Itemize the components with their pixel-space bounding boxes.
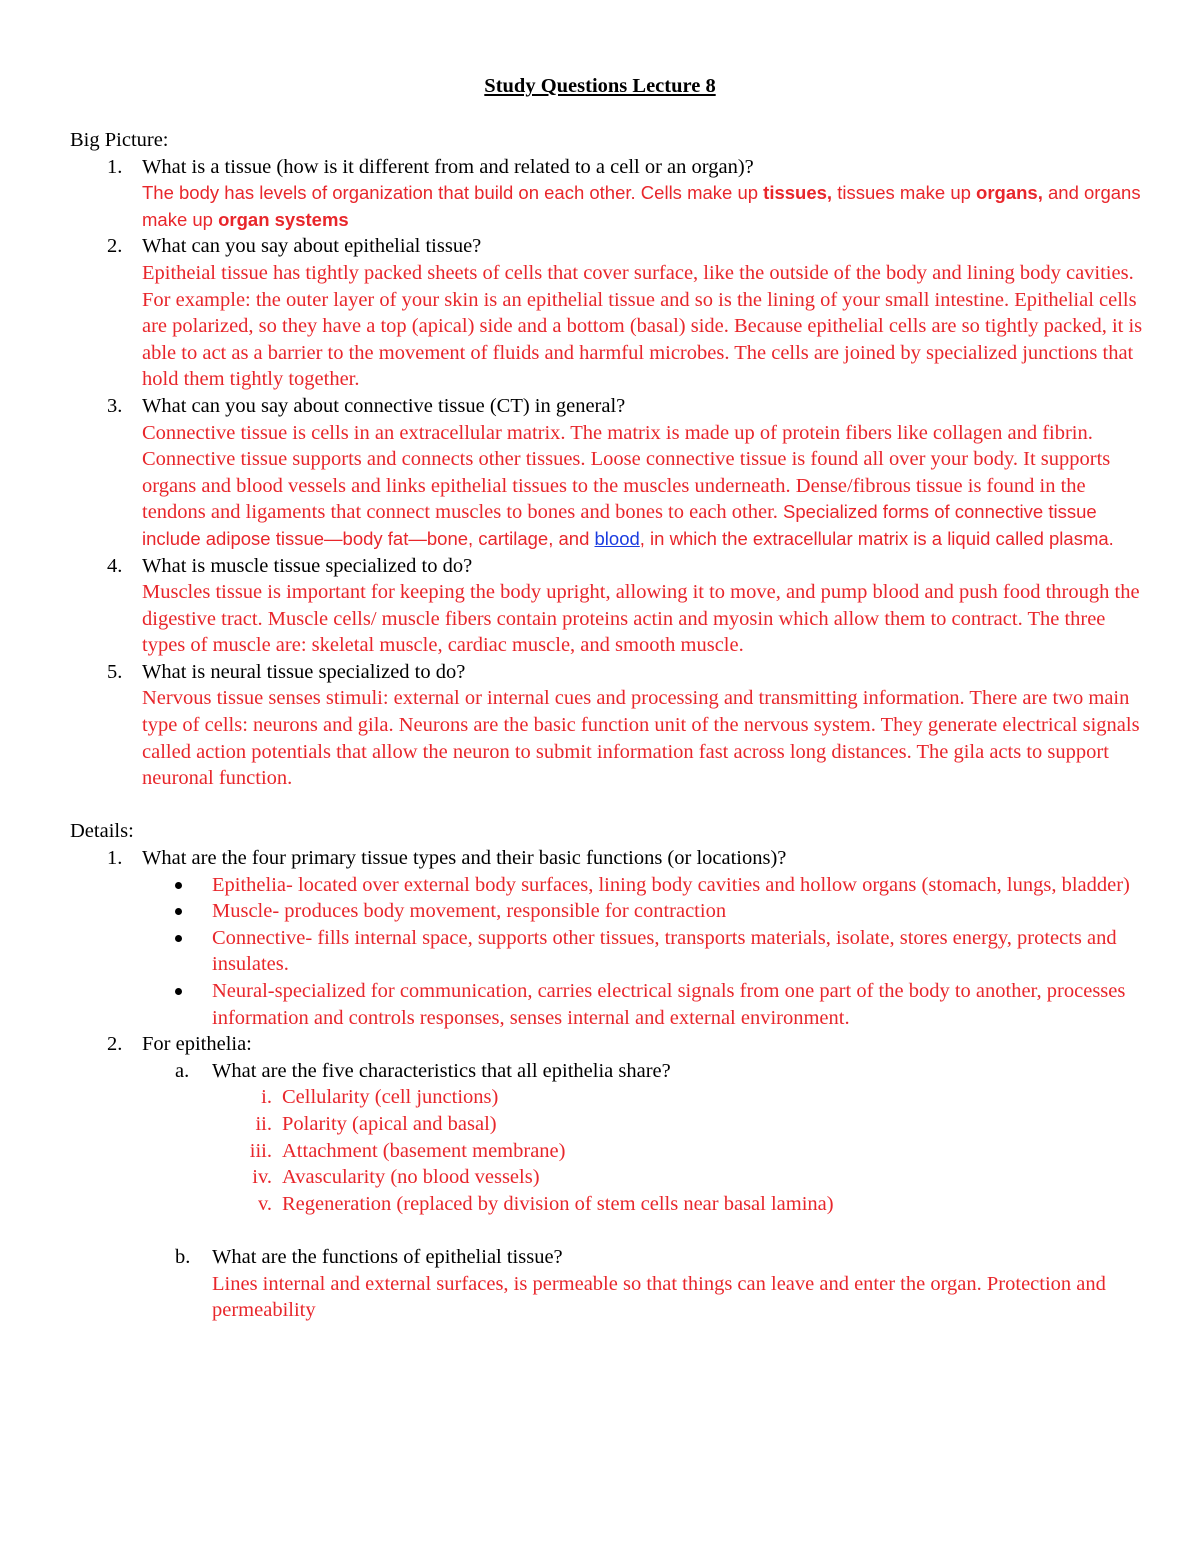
answer-text: Lines internal and external surfaces, is permeable so that things can leave and enter the organ. Protection and permeability bbox=[212, 1272, 1106, 1322]
document-body bbox=[70, 127, 1145, 1324]
sub-question-text: What are the functions of epithelial tissue? bbox=[212, 1245, 563, 1268]
question-item bbox=[70, 659, 1145, 792]
bullet-list bbox=[70, 872, 1145, 1032]
question-number: 5. bbox=[107, 660, 123, 683]
answer-bold-term: tissues, bbox=[763, 182, 833, 204]
bullet-dot-icon bbox=[175, 908, 182, 915]
roman-item bbox=[70, 1191, 1145, 1218]
answer-text bbox=[142, 420, 1145, 553]
spacer bbox=[70, 1217, 1145, 1244]
bullet-text: Neural-specialized for communication, carries electrical signals from one part of the body to another, processes information and controls responses, senses internal and external environment. bbox=[212, 980, 1126, 1029]
roman-label: v. bbox=[257, 1192, 272, 1215]
question-number: 1. bbox=[107, 847, 123, 870]
question-number: 2. bbox=[107, 1033, 123, 1056]
blood-link[interactable]: blood bbox=[594, 527, 640, 549]
sub-question-item bbox=[70, 1058, 1145, 1085]
answer-bold-term: organs, bbox=[976, 182, 1043, 204]
question-item bbox=[70, 845, 1145, 872]
roman-label: iv. bbox=[252, 1166, 272, 1189]
question-text: What is a tissue (how is it different from and related to a cell or an organ)? bbox=[142, 155, 754, 178]
roman-item bbox=[70, 1111, 1145, 1138]
question-number: 3. bbox=[107, 394, 123, 417]
roman-label: ii. bbox=[255, 1112, 272, 1135]
question-text: What can you say about connective tissue (CT) in general? bbox=[142, 394, 626, 417]
sub-question-text: What are the five characteristics that all epithelia share? bbox=[212, 1059, 671, 1082]
sub-question-label: b. bbox=[175, 1245, 191, 1268]
answer-segment: Specialized forms of connective tissue include adipose tissue—body fat—bone, cartilage, and bbox=[142, 501, 1097, 549]
question-item bbox=[70, 233, 1145, 393]
bullet-item bbox=[70, 898, 1145, 925]
answer-segment: tissues make up bbox=[832, 182, 977, 204]
page-title: Study Questions Lecture 8 bbox=[484, 75, 716, 97]
bullet-dot-icon bbox=[175, 935, 182, 942]
roman-text: Attachment (basement membrane) bbox=[282, 1139, 566, 1162]
answer-segment: The body has levels of organization that build on each other. Cells make up bbox=[142, 182, 764, 204]
sub-question-item bbox=[70, 1244, 1145, 1324]
spacer bbox=[70, 792, 1145, 819]
bullet-item bbox=[70, 925, 1145, 978]
roman-text: Avascularity (no blood vessels) bbox=[282, 1166, 540, 1189]
answer-segment: and organs make up bbox=[142, 182, 1141, 230]
bullet-dot-icon bbox=[175, 988, 182, 995]
answer-segment: Connective tissue is cells in an extracellular matrix. The matrix is made up of protein fibers like collagen and fibrin. Connective tissue supports and connects other tissues. Loose connective tissue is found all over your body. It supports organs and blood vessels and links epithelial tissues to the muscles underneath. Dense/fibrous tissue is found in the tendons and ligaments that connect muscles to bones and bones to each other. bbox=[142, 421, 1111, 524]
roman-label: iii. bbox=[249, 1139, 272, 1162]
bullet-item bbox=[70, 872, 1145, 899]
question-number: 2. bbox=[107, 235, 123, 258]
roman-label: i. bbox=[261, 1086, 272, 1109]
roman-text: Cellularity (cell junctions) bbox=[282, 1086, 499, 1109]
question-text: For epithelia: bbox=[142, 1033, 252, 1056]
roman-item bbox=[70, 1138, 1145, 1165]
section-heading-details: Details: bbox=[70, 820, 134, 843]
roman-item bbox=[70, 1164, 1145, 1191]
section-heading-big-picture: Big Picture: bbox=[70, 129, 169, 151]
answer-text: Epitheial tissue has tightly packed sheets of cells that cover surface, like the outside of the body and lining body cavities. For example: the outer layer of your skin is an epithelial tissue and so is the lining of your small intestine. Epithelial cells are polarized, so they have a top (apical) side and a bottom (basal) side. Because epithelial cells are so tightly packed, it is able to act as a barrier to the movement of fluids and harmful microbes. The cells are joined by specialized junctions that hold them tightly together. bbox=[142, 261, 1143, 391]
bullet-dot-icon bbox=[175, 882, 182, 889]
bullet-text: Epithelia- located over external body surfaces, lining body cavities and hollow organs (stomach, lungs, bladder) bbox=[212, 873, 1130, 896]
answer-segment: , in which the extracellular matrix is a liquid called plasma. bbox=[639, 527, 1114, 549]
roman-item bbox=[70, 1084, 1145, 1111]
bullet-text: Muscle- produces body movement, responsible for contraction bbox=[212, 900, 727, 923]
question-item bbox=[70, 154, 1145, 234]
answer-text: Muscles tissue is important for keeping the body upright, allowing it to move, and pump blood and push food through the digestive tract. Muscle cells/ muscle fibers contain proteins actin and myosin which allow them to contract. The three types of muscle are: skeletal muscle, cardiac muscle, and smooth muscle. bbox=[142, 581, 1140, 657]
roman-text: Polarity (apical and basal) bbox=[282, 1112, 497, 1135]
answer-bold-term: organ systems bbox=[218, 208, 349, 230]
question-number: 4. bbox=[107, 554, 123, 577]
bullet-text: Connective- fills internal space, supports other tissues, transports materials, isolate, stores energy, protects and insulates. bbox=[212, 926, 1117, 976]
question-number: 1. bbox=[107, 155, 123, 178]
question-item bbox=[70, 1031, 1145, 1058]
question-text: What can you say about epithelial tissue? bbox=[142, 235, 482, 258]
question-text: What is muscle tissue specialized to do? bbox=[142, 554, 473, 577]
bullet-item bbox=[70, 978, 1145, 1031]
question-item bbox=[70, 393, 1145, 553]
question-text: What is neural tissue specialized to do? bbox=[142, 660, 466, 683]
roman-text: Regeneration (replaced by division of stem cells near basal lamina) bbox=[282, 1192, 834, 1215]
answer-text bbox=[142, 180, 1145, 233]
question-text: What are the four primary tissue types and their basic functions (or locations)? bbox=[142, 847, 787, 870]
question-item bbox=[70, 553, 1145, 659]
sub-question-label: a. bbox=[175, 1059, 190, 1082]
answer-text: Nervous tissue senses stimuli: external or internal cues and processing and transmitting information. There are two main type of cells: neurons and gila. Neurons are the basic function unit of the nervous system. They generate electrical signals called action potentials that allow the neuron to submit information fast across long distances. The gila acts to support neuronal function. bbox=[142, 687, 1140, 790]
